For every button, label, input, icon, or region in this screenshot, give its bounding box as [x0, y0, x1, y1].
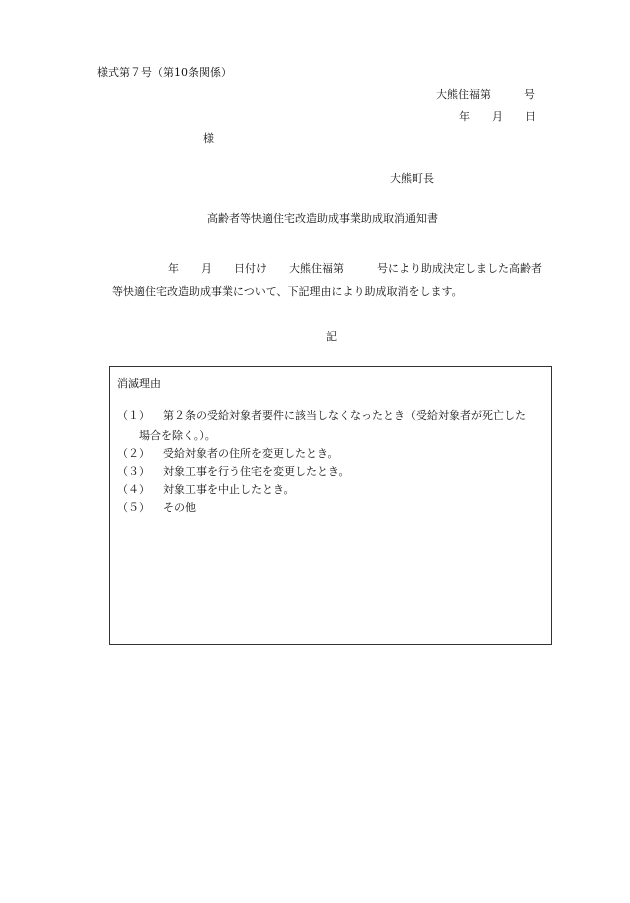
reason-text: 対象工事を行う住宅を変更したとき。 — [163, 465, 350, 478]
reasons-heading: 消滅理由 — [117, 377, 161, 390]
reason-text: その他 — [163, 501, 196, 514]
reason-text: 第２条の受給対象者要件に該当しなくなったとき（受給対象者が死亡した — [163, 409, 526, 422]
reason-number: （１） — [117, 409, 150, 422]
document-title: 高齢者等快適住宅改造助成事業助成取消通知書 — [207, 212, 438, 225]
document-number: 大熊住福第 号 — [436, 88, 535, 101]
reason-number: （３） — [117, 465, 150, 478]
recipient-honorific: 様 — [203, 132, 214, 145]
reason-text: 対象工事を中止したとき。 — [163, 483, 295, 496]
reason-text-continuation: 場合を除く。）。 — [139, 429, 216, 442]
reason-text: 受給対象者の住所を変更したとき。 — [163, 447, 339, 460]
reason-number: （２） — [117, 447, 150, 460]
issue-date: 年 月 日 — [459, 110, 536, 123]
body-text-line-2: 等快適住宅改造助成事業について、下記理由により助成取消をします。 — [112, 285, 463, 298]
reason-number: （５） — [117, 501, 150, 514]
ki-heading: 記 — [326, 330, 337, 343]
body-text-line-1: 年 月 日付け 大熊住福第 号により助成決定しました高齢者 — [168, 262, 542, 275]
reason-number: （４） — [117, 483, 150, 496]
sender-title: 大熊町長 — [390, 172, 434, 185]
form-number: 様式第７号（第10条関係） — [97, 66, 232, 79]
